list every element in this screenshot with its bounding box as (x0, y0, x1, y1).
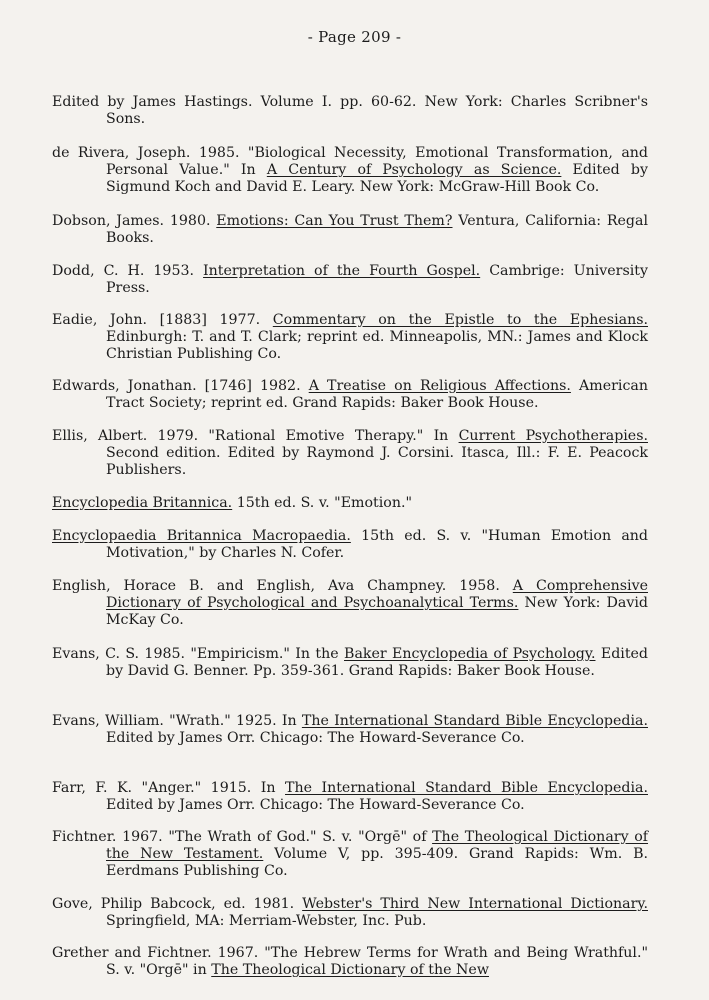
entry-text: Edited by James Hastings. Volume I. pp. 60-62. New York: Charles Scribner's Sons. (52, 94, 648, 127)
entry-title: Webster's Third New International Dictionary. (302, 896, 648, 912)
bib-entry (52, 495, 648, 512)
entry-author: Evans, (52, 713, 100, 729)
bib-entry (52, 378, 648, 412)
entry-title: The Theological Dictionary of the New Testament. (106, 829, 649, 862)
entry-details: Ventura, California: Regal Books. (106, 213, 648, 246)
bib-entry (52, 263, 648, 297)
entry-author: Eadie, (52, 312, 98, 328)
entry-author: Farr, (52, 780, 86, 796)
entry-details: Springfield, MA: Merriam-Webster, Inc. Pub. (106, 913, 427, 929)
entry-author: Edwards, (52, 378, 120, 394)
entry-text: C. H. 1953. (94, 263, 204, 279)
entry-title: Interpretation of the Fourth Gospel. (203, 263, 481, 279)
entry-text: 1967. "The Wrath of God." S. v. "Orgē" of (116, 829, 433, 845)
entry-details: New York: David McKay Co. (106, 595, 648, 628)
bib-entry (52, 312, 648, 363)
entry-text: 1985. "Biological Necessity, Emotional Transformation, and Personal Value." In (106, 145, 648, 178)
entry-title: Current Psychotherapies. (458, 428, 648, 444)
entry-author: Dodd, (52, 263, 95, 279)
entry-title: A Treatise on Religious Affections. (308, 378, 571, 394)
bib-entry (52, 428, 648, 479)
entry-text: 1980. (164, 213, 217, 229)
entry-text: F. K. "Anger." 1915. In (85, 780, 285, 796)
entry-details: Cambrige: University Press. (106, 263, 648, 296)
entry-title: A Century of Psychology as Science. (266, 162, 562, 178)
entry-author: English, (52, 578, 111, 594)
entry-author: Grether (52, 945, 109, 961)
entry-title: Encyclopaedia Britannica Macropaedia. (52, 528, 351, 544)
entry-details: 15th ed. S. v. "Emotion." (232, 495, 413, 511)
entry-title: The International Standard Bible Encyclopedia. (301, 713, 648, 729)
entry-title: The International Standard Bible Encyclopedia. (285, 780, 648, 796)
entry-details: Edited by James Orr. Chicago: The Howard-Severance Co. (106, 730, 525, 746)
entry-title: Commentary on the Epistle to the Ephesians. (272, 312, 648, 328)
entry-text: and Fichtner. 1967. "The Hebrew Terms for Wrath and Being Wrathful." S. v. "Orgē" in (106, 945, 648, 978)
entry-text: Philip Babcock, ed. 1981. (92, 896, 303, 912)
entry-title: Baker Encyclopedia of Psychology. (344, 646, 596, 662)
bib-entry (52, 945, 648, 979)
bib-entry (52, 713, 648, 747)
entry-details: Second edition. Edited by Raymond J. Corsini. Itasca, Ill.: F. E. Peacock Publishers. (106, 445, 648, 478)
entry-title: Emotions: Can You Trust Them? (216, 213, 453, 229)
entry-details: American Tract Society; reprint ed. Grand Rapids: Baker Book House. (106, 378, 649, 411)
entry-author: Ellis, (52, 428, 88, 444)
entry-text: C. S. 1985. "Empiricism." In the (99, 646, 345, 662)
entry-details: Edited by Sigmund Koch and David E. Leary. New York: McGraw-Hill Book Co. (106, 162, 648, 195)
entry-details: Edited by James Orr. Chicago: The Howard-Severance Co. (106, 797, 525, 813)
entry-author: Dobson, James. (52, 213, 165, 229)
bib-entry (52, 646, 648, 680)
entry-author: Evans, (52, 646, 100, 662)
entry-author: de Rivera, Joseph. (52, 145, 191, 161)
entry-title: Encyclopedia Britannica. (52, 495, 233, 511)
entry-text: William. "Wrath." 1925. In (99, 713, 302, 729)
bib-entry (52, 94, 648, 128)
entry-title: A Comprehensive Dictionary of Psychological and Psychoanalytical Terms. (106, 578, 648, 611)
bib-entry (52, 528, 648, 562)
entry-text: Horace B. and English, Ava Champney. 1958. (110, 578, 513, 594)
bib-entry (52, 578, 648, 629)
entry-text: John. [1883] 1977. (97, 312, 273, 328)
entry-author: Fichtner. (52, 829, 117, 845)
entry-details: Edited by David G. Benner. Pp. 359-361. Grand Rapids: Baker Book House. (106, 646, 649, 679)
entry-title: The Theological Dictionary of the New (211, 962, 489, 978)
bib-entry (52, 145, 648, 196)
bib-entry (52, 780, 648, 814)
entry-details: Edinburgh: T. and T. Clark; reprint ed. Minneapolis, MN.: James and Klock Christian Publishing Co. (106, 329, 648, 362)
entry-author: Gove, (52, 896, 93, 912)
bib-entry (52, 213, 648, 247)
entry-text: Albert. 1979. "Rational Emotive Therapy." In (87, 428, 459, 444)
entry-text: Jonathan. [1746] 1982. (119, 378, 309, 394)
bib-entry (52, 896, 648, 930)
entry-details: Volume V, pp. 395-409. Grand Rapids: Wm. B. Eerdmans Publishing Co. (106, 846, 649, 879)
entry-details: 15th ed. S. v. "Human Emotion and Motivation," by Charles N. Cofer. (106, 528, 648, 561)
page-header: - Page 209 - (307, 28, 402, 46)
bib-entry (52, 829, 648, 880)
